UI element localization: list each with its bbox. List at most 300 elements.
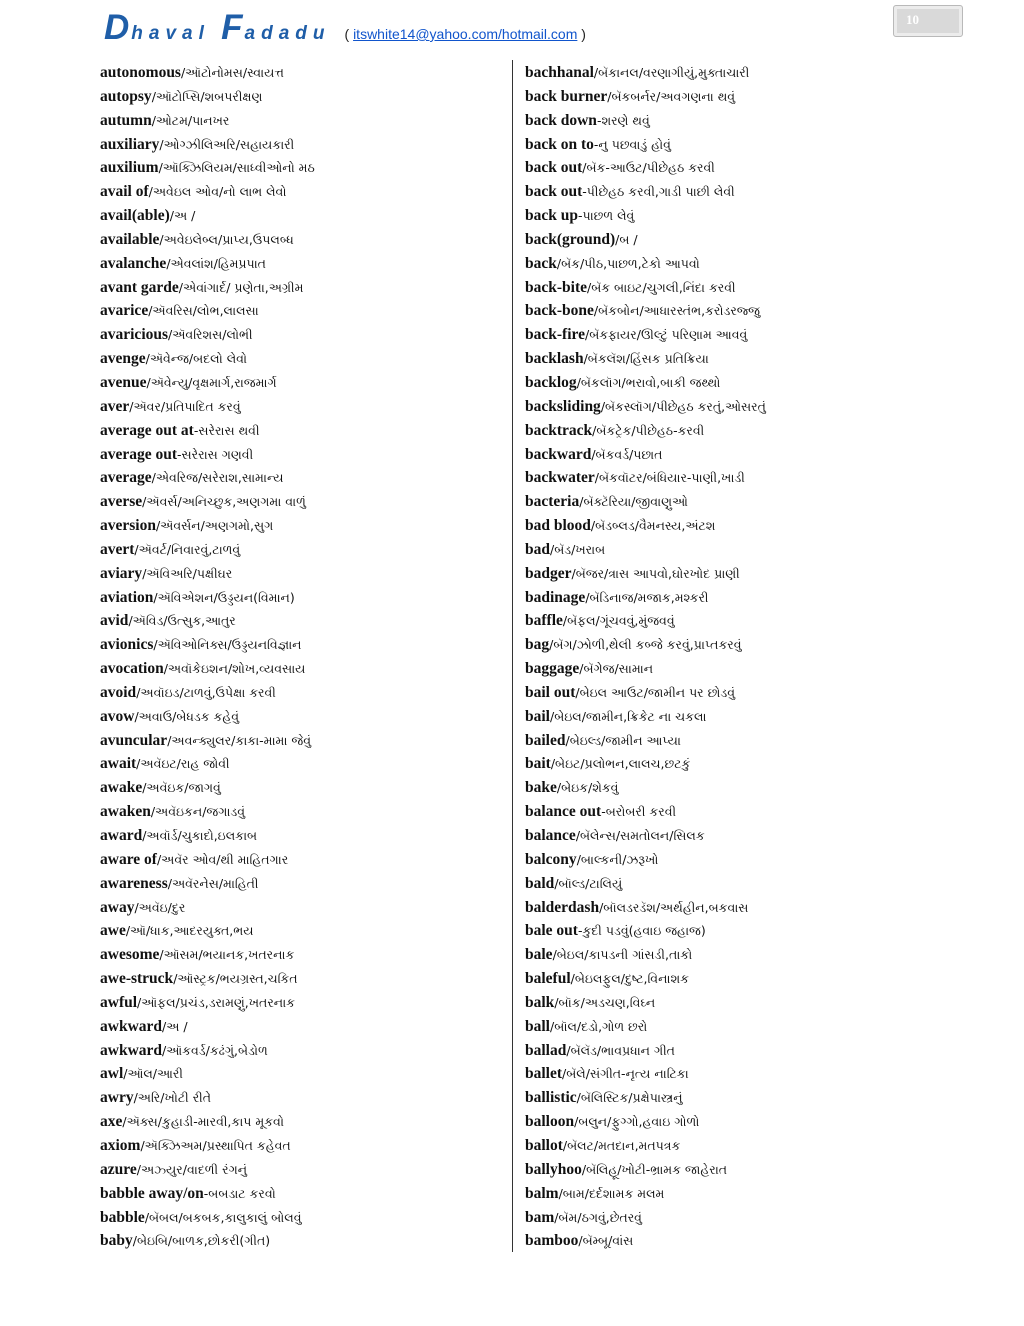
dictionary-entry — [525, 1228, 955, 1252]
entry-definition: /બૉક/અડચણ,વિઘ્ન — [554, 994, 656, 1010]
entry-definition: /અવેઇલેબ્લ/પ્રાપ્ય,ઉપલબ્ધ — [159, 231, 294, 247]
email-link[interactable]: itswhite14@yahoo.com/hotmail.com — [353, 26, 578, 42]
dictionary-entry — [525, 942, 955, 966]
entry-term: back-fire — [525, 326, 585, 344]
entry-definition: /બૅક બાઇટ/ચુગલી,નિંદા કરવી — [587, 279, 736, 295]
page-number-box — [893, 5, 963, 37]
dictionary-entry — [525, 823, 955, 847]
entry-definition: /બેઇબિ/બાળક,છોકરી(ગીત) — [132, 1233, 271, 1249]
entry-definition: /અવૅર ઓવ/થી માહિતગાર — [156, 851, 289, 867]
entry-term: avoid — [100, 683, 137, 701]
dictionary-entry — [525, 60, 955, 84]
entry-definition: /ઑટોનોમસ/સ્વાયત્ત — [180, 65, 284, 80]
entry-term: avuncular — [100, 731, 168, 749]
dictionary-entry — [100, 179, 500, 203]
entry-term: avail(able) — [100, 207, 170, 225]
dictionary-entry — [100, 918, 500, 942]
author-last-name: adadu — [244, 23, 331, 44]
dictionary-entry — [525, 1061, 955, 1085]
entry-term: awl — [100, 1065, 124, 1083]
entry-definition: /બૅક/પીઠ,પાછળ,ટેકો આપવો — [556, 255, 700, 271]
entry-term: backlash — [525, 350, 584, 368]
entry-term: balcony — [525, 850, 577, 868]
dictionary-entry — [100, 203, 500, 227]
entry-definition: /બેઇલ/જામીન,ક્રિકેટ ના ચકલા — [549, 708, 707, 724]
entry-term: balm — [525, 1184, 559, 1202]
entry-term: avenge — [100, 350, 146, 368]
entry-term: balloon — [525, 1113, 575, 1131]
entry-definition: -પીછેહઠ કરવી,ગાડી પાછી લેવી — [582, 184, 735, 200]
entry-definition: /ઑસ્ટ્રક/ભયગ્રસ્ત,ચકિત — [173, 971, 298, 987]
entry-definition: -કુદી પડવું(હવાઇ જહાજ) — [577, 923, 706, 939]
dictionary-entry — [525, 275, 955, 299]
entry-definition: /અવાઉ/બેધડક કહેવું — [134, 708, 240, 724]
dictionary-entry — [100, 1157, 500, 1181]
entry-definition: /બૅકબોન/આધારસ્તંભ,કરોડરજ્જુ — [593, 303, 760, 319]
entry-definition: /ઍવરિશસ/લોભી — [168, 327, 253, 343]
dictionary-entry — [525, 728, 955, 752]
entry-term: average out — [100, 445, 178, 463]
dictionary-entry — [525, 680, 955, 704]
dictionary-entry — [525, 990, 955, 1014]
entry-term: ball — [525, 1017, 550, 1035]
entry-definition: /અવૅઇક/જાગવું — [142, 780, 221, 796]
entry-definition: /અવૉઇડ/ટાળવું,ઉપેક્ષા કરવી — [136, 684, 276, 700]
entry-definition: /બૅકલૉગ/ભરાવો,બાકી જથ્થો — [576, 374, 721, 390]
dictionary-entry — [525, 108, 955, 132]
dictionary-entry — [525, 537, 955, 561]
entry-definition: /બૅક-આઉટ/પીછેહઠ કરવી — [582, 160, 715, 176]
dictionary-entry — [100, 632, 500, 656]
entry-definition: /ઍવેન્યુ/વૃક્ષમાર્ગ,રાજમાર્ગ — [146, 374, 277, 390]
dictionary-entry — [100, 1228, 500, 1252]
entry-term: awake — [100, 779, 143, 797]
entry-definition: /બૅકફાયર/ઊલ્ટું પરિણામ આવવું — [584, 327, 748, 343]
dictionary-entry — [100, 322, 500, 346]
dictionary-entry — [525, 418, 955, 442]
entry-definition: /ઑ/ધાક,આદરયુક્ત,ભય — [125, 923, 254, 939]
entry-term: ballyhoo — [525, 1160, 582, 1178]
entry-definition: -શરણે થવું — [596, 112, 650, 128]
entry-term: back out — [525, 183, 583, 201]
entry-term: avalanche — [100, 254, 167, 272]
entry-definition: /બલુન/ફુગ્ગો,હવાઇ ગોળો — [574, 1114, 700, 1130]
entry-term: ballistic — [525, 1089, 577, 1107]
dictionary-entry — [100, 1038, 500, 1062]
dictionary-entry — [100, 728, 500, 752]
entry-definition: /અવૅઇ/દુર — [134, 899, 186, 915]
entry-term: avail of — [100, 183, 149, 201]
entry-term: bake — [525, 779, 557, 797]
entry-definition: /ઍવરિસ/લોભ,લાલસા — [148, 303, 259, 319]
dictionary-entry — [525, 465, 955, 489]
dictionary-entry — [100, 656, 500, 680]
entry-definition: /અવૉર્ડ/ચુકાદો,ઇલકાબ — [142, 828, 258, 843]
entry-definition: /બેઇલ આઉટ/જામીન પર છોડવું — [575, 684, 736, 700]
entry-definition: /અ / — [169, 208, 196, 224]
entry-definition: /બૅડબ્લડ/વૈમનસ્ય,અંટશ — [590, 518, 716, 534]
contact-close-paren: ) — [577, 26, 586, 42]
entry-definition: /બેઇક/શેકવું — [556, 780, 619, 796]
entry-term: baleful — [525, 970, 571, 988]
entry-definition: /બામ/દર્દશામક મલમ — [558, 1185, 665, 1201]
entry-term: bamboo — [525, 1232, 579, 1250]
dictionary-entry — [100, 489, 500, 513]
entry-term: aviary — [100, 564, 143, 582]
entry-definition: /બૅકવર્ડ/પછાત — [591, 446, 663, 462]
entry-definition: /ઍવિડ/ઉત્સુક,આતુર — [128, 613, 236, 629]
entry-definition: -પાછળ લેવું — [578, 208, 635, 224]
dictionary-entry — [525, 751, 955, 775]
entry-definition: /બૅમ્બૂ/વાંસ — [578, 1233, 634, 1249]
dictionary-entry — [525, 489, 955, 513]
entry-term: avid — [100, 612, 129, 630]
entry-term: backlog — [525, 373, 577, 391]
entry-term: back-bite — [525, 278, 587, 296]
dictionary-entry — [525, 1109, 955, 1133]
entry-definition: /બૉલ્ડ/ટાલિયું — [554, 875, 623, 891]
entry-term: bale out — [525, 922, 578, 940]
entry-term: bail out — [525, 683, 576, 701]
entry-definition: /એવાંગાર્દ/ પ્રણેતા,અગ્રીમ — [178, 279, 304, 295]
entry-definition: /અવૅઇકન/જગાડવું — [150, 804, 246, 820]
entry-term: avenue — [100, 373, 147, 391]
entry-definition: /અવૅરનેસ/માહિતી — [167, 875, 259, 891]
entry-term: baggage — [525, 660, 580, 678]
entry-definition: /એવલાંશ/હિમપ્રપાત — [166, 255, 266, 271]
entry-term: ballad — [525, 1041, 567, 1059]
entry-definition: -નુ પછવાડું હોવું — [593, 136, 671, 152]
dictionary-entry — [525, 322, 955, 346]
entry-term: back(ground) — [525, 230, 616, 248]
dictionary-entry — [100, 895, 500, 919]
dictionary-entry — [100, 1061, 500, 1085]
entry-definition: /અવૅઇટ/રાહ જોવી — [136, 756, 230, 772]
entry-definition: /બૅકલૅશ/હિંસક પ્રતિક્રિયા — [583, 351, 709, 367]
contact-open-paren: ( — [344, 26, 354, 42]
entry-term: average — [100, 469, 152, 487]
author-first-name: haval — [131, 23, 222, 44]
entry-definition: /ઍક્સ/કુહાડી-મારવી,કાપ મૂકવો — [122, 1114, 284, 1130]
entry-term: backsliding — [525, 397, 601, 415]
entry-definition: -સરેરાસ ગણવી — [177, 446, 254, 462]
dictionary-entry — [100, 990, 500, 1014]
entry-term: awry — [100, 1089, 134, 1107]
entry-definition: /બૅલિહૂ/ખોટી-ભ્રામક જાહેરાત — [581, 1161, 728, 1177]
entry-definition: /બૅકાનલ/વરણાગીયું,મુક્તાચારી — [593, 65, 750, 80]
entry-term: back — [525, 254, 557, 272]
dictionary-entry — [100, 346, 500, 370]
dictionary-entry — [100, 751, 500, 775]
entry-definition: /ઑટોપ્સિ/શબપરીક્ષણ — [151, 88, 263, 104]
author-name — [104, 8, 331, 48]
entry-definition: /બૅકવૉટર/બંધિયાર-પાણી,ખાડી — [594, 470, 745, 486]
entry-term: back down — [525, 111, 597, 129]
dictionary-entry — [100, 108, 500, 132]
dictionary-entry — [100, 1109, 500, 1133]
entry-term: bail — [525, 707, 550, 725]
entry-term: balderdash — [525, 898, 600, 916]
author-initial-first: D — [104, 8, 132, 47]
dictionary-entry — [100, 1133, 500, 1157]
entry-definition: /અવન્ક્યુલર/કાકા-મામા જેવું — [167, 732, 312, 748]
dictionary-entry — [100, 585, 500, 609]
document-header — [104, 8, 586, 48]
dictionary-entry — [100, 942, 500, 966]
entry-term: awful — [100, 993, 138, 1011]
entry-definition: /બ / — [615, 231, 638, 247]
entry-term: avant garde — [100, 278, 179, 296]
dictionary-entry — [100, 775, 500, 799]
entry-term: balance — [525, 827, 576, 844]
dictionary-entry — [525, 132, 955, 156]
entry-term: auxiliary — [100, 135, 160, 153]
entry-term: bad — [525, 540, 550, 558]
dictionary-entry — [100, 84, 500, 108]
entry-term: aware of — [100, 850, 157, 868]
dictionary-entry — [525, 632, 955, 656]
dictionary-entry — [100, 227, 500, 251]
dictionary-entry — [525, 585, 955, 609]
dictionary-entry — [525, 608, 955, 632]
dictionary-entry — [100, 537, 500, 561]
dictionary-entry — [525, 203, 955, 227]
entry-definition: /અઝ્યુર/વાદળી રંગનું — [136, 1161, 248, 1177]
dictionary-entry — [525, 1157, 955, 1181]
entry-definition: /ઍવર્સ/અનિચ્છુક,અણગમા વાળું — [142, 494, 306, 510]
entry-term: away — [100, 898, 135, 916]
entry-definition: /ઍક્ઝિઅમ/પ્રસ્થાપિત કહેવત — [140, 1137, 291, 1153]
dictionary-entry — [525, 799, 955, 823]
entry-definition: /બૅલૅડ/ભાવપ્રધાન ગીત — [566, 1042, 675, 1058]
entry-term: bad blood — [525, 517, 591, 535]
dictionary-entry — [525, 1133, 955, 1157]
dictionary-entry — [100, 1205, 500, 1229]
dictionary-entry — [525, 561, 955, 585]
entry-term: auxilium — [100, 159, 159, 177]
entry-term: ballet — [525, 1065, 563, 1083]
dictionary-entry — [525, 298, 955, 322]
entry-term: azure — [100, 1160, 137, 1178]
entry-definition: /બૅલટ/મતદાન,મતપત્રક — [562, 1137, 681, 1153]
entry-term: awkward — [100, 1041, 163, 1059]
dictionary-entry — [100, 370, 500, 394]
entry-term: awareness — [100, 874, 168, 892]
dictionary-entry — [100, 418, 500, 442]
entry-definition: /ઓટમ/પાનખર — [151, 112, 230, 128]
entry-definition: /બૅફલ/ગૂંચવવું,મુંજવવું — [562, 613, 675, 629]
entry-definition: /બેઇટ/પ્રલોભન,લાલચ,છટકું — [550, 756, 691, 772]
entry-term: avow — [100, 707, 135, 725]
entry-definition: /એવરિજ/સરેરાશ,સામાન્ય — [151, 470, 284, 486]
dictionary-entry — [100, 871, 500, 895]
dictionary-entry — [100, 513, 500, 537]
dictionary-entry — [525, 179, 955, 203]
entry-term: averse — [100, 493, 143, 511]
dictionary-entry — [100, 1181, 500, 1205]
entry-definition: /બૅબલ/બકબક,કાલુકાલું બોલવું — [144, 1209, 302, 1225]
entry-term: back on to — [525, 135, 594, 153]
entry-term: balk — [525, 993, 555, 1011]
entry-definition: /બૅગ/ઝોળી,થેલી કબ્જે કરવું,પ્રાપ્તકરવું — [549, 637, 742, 653]
right-column — [525, 60, 955, 1252]
entry-term: babble — [100, 1208, 145, 1226]
entry-definition: /ઍવિઅરિ/પક્ષીઘર — [142, 565, 233, 581]
dictionary-entry — [100, 799, 500, 823]
entry-term: baby — [100, 1232, 133, 1250]
dictionary-entry — [525, 847, 955, 871]
entry-definition: /બેઇલ્ડ/જામીન આપ્યા — [565, 732, 681, 748]
entry-term: badger — [525, 564, 572, 582]
dictionary-entry — [100, 132, 500, 156]
entry-term: balance out — [525, 803, 602, 821]
entry-term: backwater — [525, 469, 595, 487]
entry-definition: -બબડાટ કરવો — [203, 1185, 276, 1201]
dictionary-entry — [100, 394, 500, 418]
dictionary-entry — [525, 227, 955, 251]
entry-term: backward — [525, 445, 592, 463]
entry-definition: /ઍવર/પ્રતિપાદિત કરવું — [129, 398, 241, 414]
entry-definition: /બૅકસ્લૉગ/પીછેહઠ કરતું,ઓસરતું — [600, 398, 766, 414]
entry-term: bailed — [525, 731, 566, 749]
entry-definition: /બૅલેન્સ/સમતોલન/સિલક — [575, 828, 705, 843]
entry-term: bale — [525, 946, 553, 964]
entry-term: backtrack — [525, 421, 593, 439]
entry-term: ballot — [525, 1136, 563, 1154]
entry-definition: /બૅજર/ત્રાસ આપવો,ઘોરખોદ પ્રાણી — [571, 565, 740, 581]
entry-term: back burner — [525, 87, 608, 105]
entry-definition: /બૉલ/દડો,ગોળ છરો — [549, 1018, 648, 1034]
entry-term: avocation — [100, 660, 164, 678]
dictionary-entry — [525, 895, 955, 919]
dictionary-entry — [525, 1181, 955, 1205]
dictionary-entry — [100, 465, 500, 489]
entry-definition: /ઑકવર્ડ/કઢંગું,બેડોળ — [162, 1042, 268, 1058]
dictionary-entry — [100, 680, 500, 704]
dictionary-entry — [525, 871, 955, 895]
dictionary-entry — [525, 1085, 955, 1109]
dictionary-entry — [525, 918, 955, 942]
entry-term: bachhanal — [525, 64, 594, 81]
page-number: 10 — [906, 12, 919, 27]
entry-term: bag — [525, 636, 550, 654]
entry-term: autopsy — [100, 87, 152, 105]
entry-term: awkward — [100, 1017, 163, 1035]
entry-term: avert — [100, 540, 135, 558]
entry-definition: /બૅગેજ/સામાન — [579, 661, 654, 677]
entry-definition: -સરેરાસ થવી — [193, 422, 260, 438]
entry-definition: /બેઇલફુલ/દુષ્ટ,વિનાશક — [570, 971, 689, 987]
entry-term: axe — [100, 1113, 123, 1131]
author-initial-last: F — [221, 8, 245, 47]
entry-definition: /ઑસમ/ભયાનક,ખતરનાક — [159, 947, 295, 963]
entry-definition: /ઑલ/આરી — [123, 1066, 183, 1082]
entry-term: aver — [100, 397, 130, 415]
column-divider — [512, 60, 513, 1252]
entry-term: back up — [525, 207, 578, 225]
contact-info — [345, 26, 586, 42]
entry-definition: /ઍવિઓનિક્સ/ઉડ્ડયનવિજ્ઞાન — [153, 637, 302, 653]
dictionary-entry — [100, 1085, 500, 1109]
entry-term: award — [100, 827, 143, 844]
dictionary-entry — [100, 442, 500, 466]
entry-term: avarice — [100, 302, 149, 320]
dictionary-entry — [525, 775, 955, 799]
entry-term: badinage — [525, 588, 586, 606]
dictionary-entry — [525, 442, 955, 466]
left-column — [100, 60, 500, 1252]
dictionary-entry — [100, 561, 500, 585]
entry-definition: /બૅક્ટૅરિયા/જીવાણુઓ — [579, 494, 688, 510]
entry-definition: /અવૉકેઇશન/શોખ,વ્યવસાય — [163, 661, 306, 677]
entry-definition: /અરિ/ખોટી રીતે — [133, 1090, 212, 1106]
entry-definition: /બૅલિસ્ટિક/પ્રક્ષેપાસ્ત્રનું — [576, 1090, 683, 1106]
dictionary-entry — [100, 251, 500, 275]
entry-definition: /બૅલે/સંગીત-નૃત્ય નાટિકા — [562, 1066, 689, 1082]
dictionary-entry — [100, 823, 500, 847]
dictionary-entry — [100, 298, 500, 322]
entry-term: bait — [525, 755, 551, 773]
dictionary-entry — [100, 155, 500, 179]
entry-definition: /બૅડિનાજ/મજાક,મશ્કરી — [585, 589, 709, 605]
entry-term: bald — [525, 874, 555, 892]
entry-definition: /અ / — [162, 1018, 188, 1034]
dictionary-entry — [525, 966, 955, 990]
entry-term: bacteria — [525, 493, 580, 511]
entry-definition: /ઓગ્ઝીલિઅરિ/સહાયકારી — [159, 136, 295, 152]
dictionary-entry — [525, 1038, 955, 1062]
entry-term: awesome — [100, 946, 160, 964]
dictionary-entry — [100, 847, 500, 871]
entry-term: babble away/on — [100, 1184, 204, 1202]
entry-term: back out — [525, 159, 583, 177]
entry-term: aviation — [100, 588, 154, 606]
entry-definition: /બૅકબર્નર/અવગણના થવું — [607, 88, 736, 104]
entry-term: awaken — [100, 803, 151, 821]
entry-definition: /બૅમ/ઠગવું,છેતરવું — [554, 1209, 642, 1225]
entry-term: autumn — [100, 111, 152, 129]
entry-term: back-bone — [525, 302, 594, 320]
entry-term: await — [100, 755, 137, 773]
entry-term: bam — [525, 1208, 555, 1226]
entry-definition: /ઍવિએશન/ઉડ્ડયન(વિમાન) — [153, 589, 295, 605]
dictionary-entry — [100, 704, 500, 728]
entry-definition: /ઑક્ઝિલિયમ/સાધ્વીઓનો મઠ — [158, 160, 315, 176]
entry-definition: /બૅડ/ખરાબ — [550, 541, 606, 557]
entry-definition: /બૅકટ્રેક/પીછેહઠ-કરવી — [592, 422, 705, 438]
dictionary-entry — [525, 155, 955, 179]
entry-term: avaricious — [100, 326, 169, 344]
entry-definition: /ઍવર્સન/અણગમો,સુગ — [155, 518, 274, 534]
dictionary-entry — [525, 84, 955, 108]
dictionary-entry — [525, 346, 955, 370]
entry-term: axiom — [100, 1136, 141, 1154]
entry-term: average out at — [100, 421, 194, 439]
dictionary-entry — [525, 1014, 955, 1038]
entry-term: available — [100, 230, 160, 248]
entry-term: autonomous — [100, 64, 181, 81]
dictionary-entry — [525, 513, 955, 537]
entry-definition: /બૉલડરડૅશ/અર્થહીન,બકવાસ — [599, 899, 749, 915]
dictionary-entry — [100, 608, 500, 632]
entry-definition: /અવેઇલ ઓવ/નો લાભ લેવો — [148, 184, 287, 200]
entry-definition: /ઍવર્ટ/નિવારવું,ટાળવું — [134, 541, 241, 557]
dictionary-entry — [100, 60, 500, 84]
dictionary-entry — [100, 966, 500, 990]
entry-term: avionics — [100, 636, 154, 654]
dictionary-entry — [525, 394, 955, 418]
entry-term: awe-struck — [100, 970, 174, 988]
